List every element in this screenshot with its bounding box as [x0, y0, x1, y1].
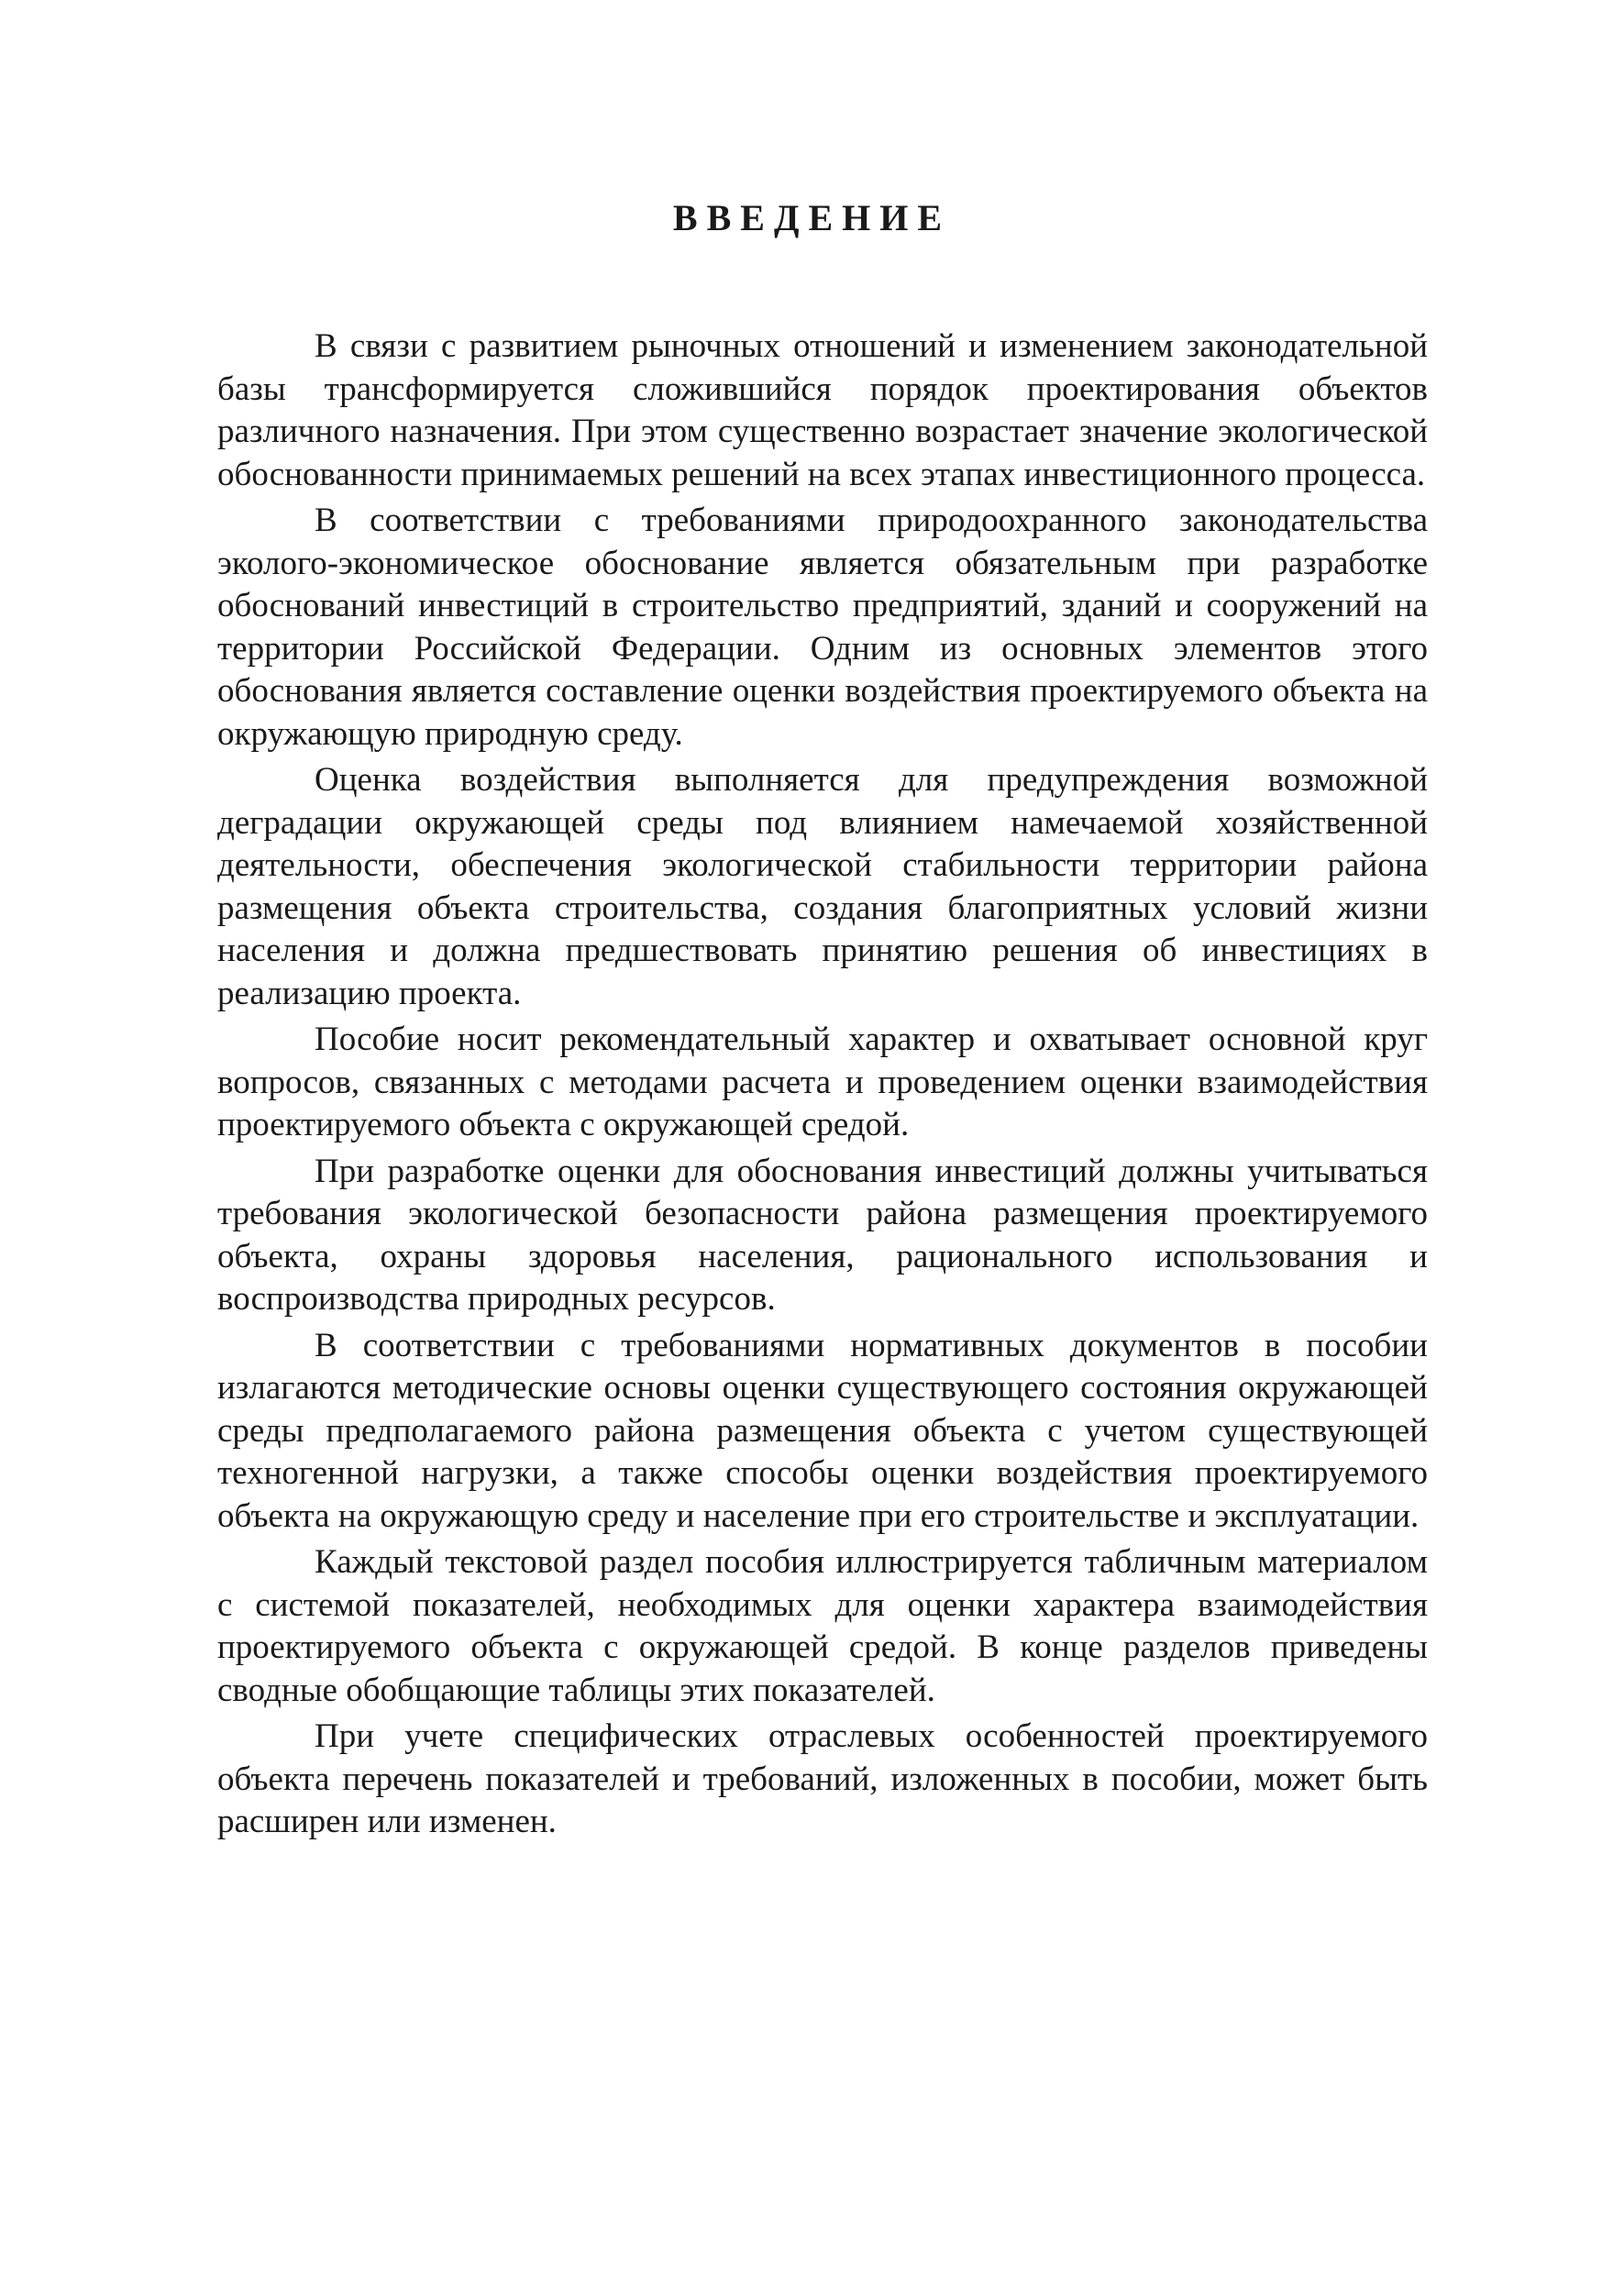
paragraph: Пособие носит рекомендательный характер и охватывает основной круг вопросов, связанных с методами расчета и проведением оценки взаимодействия проектируемого объекта с окружающей средой.: [217, 1021, 1428, 1143]
paragraph: Оценка воздействия выполняется для предупреждения возможной деградации окружающей среды под влиянием намечаемой хозяйственной деятельности, обеспечения экологической стабильности территории района размещения объекта строительства, создания благоприятных условий жизни населения и должна предшествовать принятию решения об инвестициях в реализацию проекта.: [217, 761, 1428, 1012]
paragraph: В связи с развитием рыночных отношений и изменением законодательной базы трансформируется сложившийся порядок проектирования объектов различного назначения. При этом существенно возрастает значение экологической обоснованности принимаемых решений на всех этапах инвестиционного процесса.: [217, 327, 1428, 493]
paragraph: При учете специфических отраслевых особенностей проектируемого объекта перечень показателей и требований, изложенных в пособии, может быть расширен или изменен.: [217, 1717, 1428, 1840]
paragraph: В соответствии с требованиями природоохранного законодательства эколого-экономическое обоснование является обязательным при разработке обоснований инвестиций в строительство предприятий, зданий и сооружений на территории Российской Федерации. Одним из основных элементов этого обоснования является составление оценки воздействия проектируемого объекта на окружающую природную среду.: [217, 502, 1428, 753]
paragraph: Каждый текстовой раздел пособия иллюстрируется табличным материалом с системой показателей, необходимых для оценки характера взаимодействия проектируемого объекта с окружающей средой. В конце разделов приведены сводные обобщающие таблицы этих показателей.: [217, 1543, 1428, 1709]
page-title: ВВЕДЕНИЕ: [672, 197, 952, 238]
body-text: [217, 326, 1428, 1848]
paragraph: В соответствии с требованиями нормативных документов в пособии излагаются методические основы оценки существующего состояния окружающей среды предполагаемого района размещения объекта с учетом существующей техногенной нагрузки, а также способы оценки воздействия проектируемого объекта на окружающую среду и население при его строительстве и эксплуатации.: [217, 1326, 1428, 1535]
paragraph: При разработке оценки для обоснования инвестиций должны учитываться требования экологической безопасности района размещения проектируемого объекта, охраны здоровья населения, рационального использования и воспроизводства природных ресурсов.: [217, 1152, 1428, 1318]
